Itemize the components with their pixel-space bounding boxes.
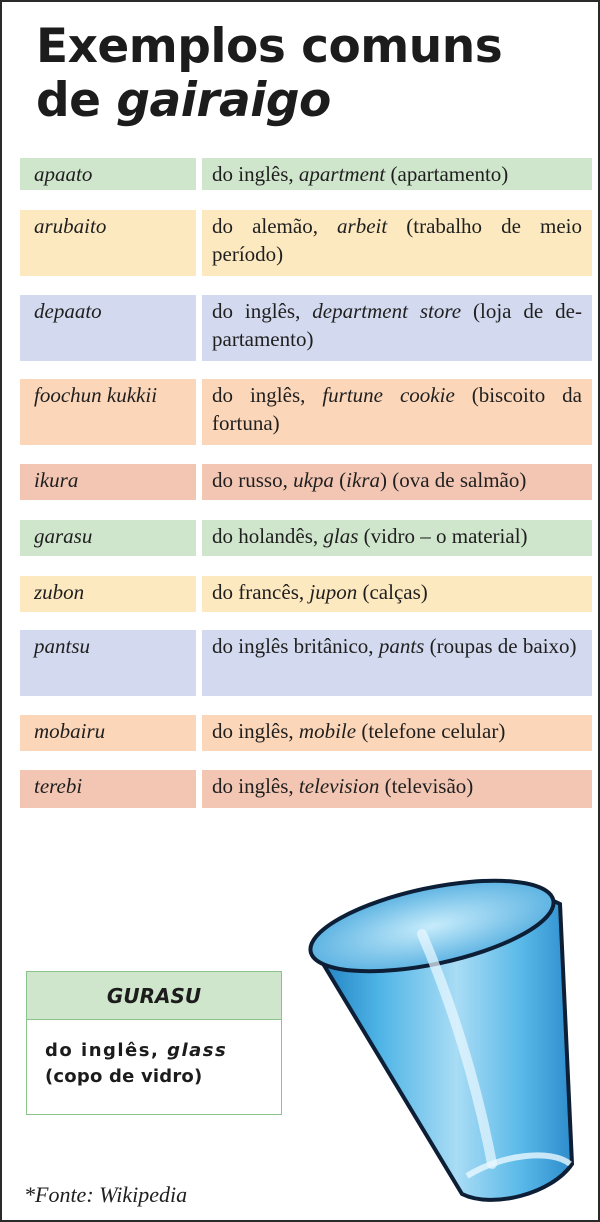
def-meaning: (loja de de-partamento)	[212, 299, 583, 351]
def-source-word: furtune cookie	[322, 383, 455, 407]
term-cell: arubaito	[20, 210, 196, 276]
definition-cell	[202, 379, 592, 445]
def-source-word: glas	[323, 524, 359, 548]
def-source-word: department store	[312, 299, 462, 323]
table-row	[20, 158, 592, 190]
def-origin: do holandês,	[212, 524, 324, 548]
def-origin: do francês,	[212, 580, 310, 604]
def-meaning: (telefone celular)	[356, 719, 506, 743]
def-meaning: (televisão)	[379, 774, 474, 798]
table-row	[20, 295, 592, 361]
title-line-1: Exemplos comuns	[36, 19, 503, 74]
definition-cell	[202, 158, 592, 190]
def-origin: do inglês,	[212, 719, 299, 743]
def-source-word-alt: ikra	[346, 468, 380, 492]
callout-origin: do inglês,	[45, 1040, 168, 1061]
def-separator: (	[333, 468, 347, 492]
definition-cell	[202, 715, 592, 751]
def-origin: do russo,	[212, 468, 294, 492]
definition-cell	[202, 520, 592, 556]
term-cell: foochun kukkii	[20, 379, 196, 445]
definition-cell	[202, 576, 592, 612]
def-source-word: jupon	[309, 580, 358, 604]
definition-cell	[202, 630, 592, 696]
def-meaning: (calças)	[357, 580, 428, 604]
def-source-word: arbeit	[337, 214, 388, 238]
def-origin: do inglês,	[212, 774, 299, 798]
def-meaning: ) (ova de salmão)	[380, 468, 527, 492]
table-row	[20, 715, 592, 751]
def-origin: do inglês,	[212, 299, 313, 323]
term-cell: pantsu	[20, 630, 196, 696]
callout-heading: GURASU	[27, 972, 281, 1020]
def-meaning: (trabalho de meio período)	[212, 214, 582, 266]
def-source-word: ukpa	[293, 468, 334, 492]
def-origin: do inglês britânico,	[212, 634, 379, 658]
def-meaning: (biscoito da fortuna)	[212, 383, 582, 435]
def-source-word: television	[298, 774, 380, 798]
page-title	[36, 20, 502, 128]
callout-meaning: (copo de vidro)	[45, 1066, 203, 1087]
definition-cell	[202, 770, 592, 808]
callout-source-word: glass	[167, 1040, 228, 1061]
term-cell: apaato	[20, 158, 196, 190]
term-cell: zubon	[20, 576, 196, 612]
def-meaning: (roupas de baixo)	[424, 634, 577, 658]
def-meaning: (vidro – o material)	[358, 524, 528, 548]
def-meaning: (apartamento)	[385, 162, 509, 186]
term-cell: garasu	[20, 520, 196, 556]
callout-body	[27, 1020, 281, 1090]
table-row	[20, 630, 592, 696]
title-line-2	[36, 74, 502, 128]
def-source-word: mobile	[298, 719, 357, 743]
table-row	[20, 379, 592, 445]
definition-cell	[202, 210, 592, 276]
table-row	[20, 770, 592, 808]
def-origin: do inglês,	[212, 383, 323, 407]
definition-cell	[202, 464, 592, 500]
table-row	[20, 210, 592, 276]
def-origin: do inglês,	[212, 162, 299, 186]
table-row	[20, 464, 592, 500]
def-source-word: apartment	[298, 162, 386, 186]
term-cell: terebi	[20, 770, 196, 808]
gurasu-callout	[26, 971, 282, 1115]
def-source-word: pants	[378, 634, 425, 658]
source-footnote: *Fonte: Wikipedia	[24, 1182, 188, 1207]
title-italic-word: gairaigo	[116, 73, 331, 128]
term-cell: depaato	[20, 295, 196, 361]
term-cell: ikura	[20, 464, 196, 500]
table-row	[20, 520, 592, 556]
title-prefix: de	[36, 73, 117, 128]
definition-cell	[202, 295, 592, 361]
term-cell: mobairu	[20, 715, 196, 751]
table-row	[20, 576, 592, 612]
callout-origin-line	[45, 1038, 281, 1064]
def-origin: do alemão,	[212, 214, 338, 238]
glass-cup-illustration	[302, 864, 592, 1214]
